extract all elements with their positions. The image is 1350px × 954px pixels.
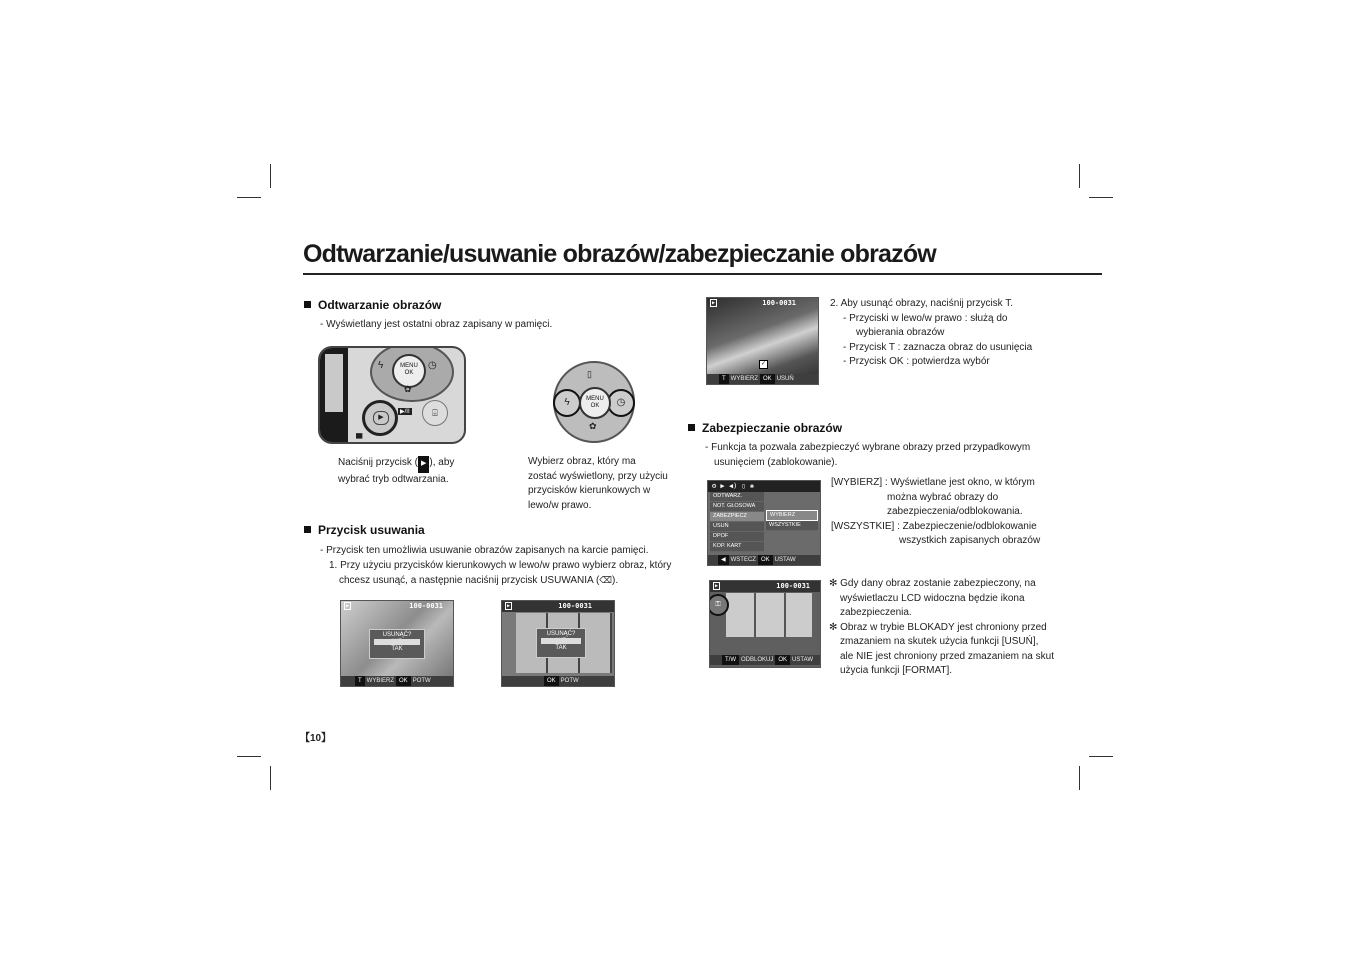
- menu-item-copy-card[interactable]: KOP. KART: [710, 542, 764, 552]
- face-detect-button[interactable]: ⌹: [422, 400, 448, 426]
- protect-submenu: [766, 510, 818, 531]
- option-no[interactable]: NIE: [374, 639, 420, 645]
- option-yes[interactable]: TAK: [391, 646, 403, 652]
- lcd-bottom-bar: [502, 676, 614, 686]
- lcd-bottom-bar: [710, 655, 820, 665]
- camera-back-illustration: [318, 346, 466, 444]
- bar-delete: USUŃ: [776, 376, 794, 382]
- page-title: Odtwarzanie/usuwanie obrazów/zabezpieczanie obrazów: [303, 240, 936, 268]
- crop-mark: [237, 197, 261, 198]
- menu-item-playback[interactable]: ODTWARZ.: [710, 492, 764, 502]
- key-t: T: [355, 676, 365, 686]
- playback-heading: Odtwarzanie obrazów: [304, 298, 441, 312]
- left-button-highlight[interactable]: ϟ: [553, 389, 581, 417]
- playback-mode-icon: ▶: [715, 583, 719, 589]
- delete-question: USUNĄĆ?: [546, 631, 576, 637]
- crop-mark: [1079, 766, 1080, 790]
- lock-icon: ⚿: [709, 594, 729, 616]
- ok-label: OK: [590, 403, 600, 409]
- crop-mark: [1079, 164, 1080, 188]
- right-button-highlight[interactable]: ◷: [607, 389, 635, 417]
- crop-mark: [1089, 756, 1113, 757]
- playback-mode-icon: ▶: [712, 300, 716, 306]
- playback-mode-icon: ▶: [507, 603, 511, 609]
- option-no[interactable]: NIE: [541, 638, 581, 644]
- lcd-protect-menu: [707, 480, 821, 566]
- key-tw: T/W: [722, 655, 739, 665]
- thumbnail-grid: [726, 593, 812, 637]
- submenu-select[interactable]: WYBIERZ: [766, 510, 818, 521]
- timer-icon: ◷: [428, 360, 437, 371]
- lcd-select-images: [706, 297, 819, 385]
- crop-mark: [237, 756, 261, 757]
- menu-ok-button[interactable]: [579, 387, 611, 419]
- option-yes[interactable]: TAK: [555, 645, 567, 651]
- menu-label: MENU: [400, 363, 418, 369]
- crop-mark: [1089, 197, 1113, 198]
- macro-icon: ✿: [589, 421, 597, 431]
- file-number: 100-0031: [409, 602, 443, 610]
- page-number: 【10】: [300, 733, 332, 744]
- macro-icon: ✿: [404, 384, 412, 394]
- key-t: T: [719, 374, 729, 384]
- protect-options: [WYBIERZ] : Wyświetlane jest okno, w którym można wybrać obrazy do zabezpieczenia/odblokowania. [WSZYSTKIE] : Zabezpieczenie/odblokowanie wszystkich zapisanych obrazów: [831, 477, 1041, 546]
- playback-button-icon: ▶: [418, 456, 429, 473]
- menu-item-voice-memo[interactable]: NOT. GŁOSOWA: [710, 502, 764, 512]
- bar-unlock: ODBLOKUJ: [741, 657, 774, 663]
- menu-item-delete[interactable]: USUŃ: [710, 522, 764, 532]
- bar-select: WYBIERZ: [366, 678, 395, 684]
- key-ok: OK: [760, 374, 775, 384]
- lcd-delete-multi: [501, 600, 615, 687]
- submenu-all[interactable]: WSZYSTKIE: [766, 521, 818, 531]
- file-number: 100-0031: [558, 602, 592, 610]
- menu-item-dpof[interactable]: DPOF: [710, 532, 764, 542]
- bar-confirm: POTW: [412, 678, 431, 684]
- protect-description: - Funkcja ta pozwala zabezpieczyć wybrane obrazy przed przypadkowym usunięciem (zablokowanie).: [705, 442, 1031, 468]
- menu-tabs: ⚙ ▶ ◀) ▯ ❀: [708, 481, 820, 492]
- key-ok: OK: [758, 555, 773, 565]
- bar-set: USTAW: [792, 657, 814, 663]
- delete-step-2: 2. Aby usunąć obrazy, naciśnij przycisk T. - Przyciski w lewo/w prawo : służą do wybierania obrazów - Przycisk T : zaznacza obraz do usunięcia - Przycisk OK : potwierdza wybór: [830, 298, 1033, 367]
- delete-description: - Przycisk ten umożliwia usuwanie obrazów zapisanych na karcie pamięci. 1. Przy użyciu przycisków kierunkowych w lewo/w prawo wybierz obraz, który chcesz usunąć, a następnie naciśnij przycisk USUWANIA (⌫).: [320, 545, 672, 586]
- play-pause-label: ▶/II: [400, 409, 410, 415]
- select-caption: Wybierz obraz, który ma zostać wyświetlony, przy użyciu przycisków kierunkowych w lewo/w prawo.: [528, 456, 668, 511]
- checkbox-icon: ✓: [760, 361, 767, 367]
- playback-button[interactable]: ▶: [362, 400, 398, 436]
- crop-mark: [270, 164, 271, 188]
- delete-dialog: [536, 628, 586, 658]
- menu-item-protect[interactable]: ZABEZPIECZ: [710, 512, 764, 522]
- lcd-protect-lock: [709, 580, 821, 668]
- playback-note: - Wyświetlany jest ostatni obraz zapisany w pamięci.: [320, 319, 553, 330]
- playback-caption: Naciśnij przycisk ( ▶ ), aby wybrać tryb odtwarzania.: [338, 457, 455, 485]
- crop-mark: [270, 766, 271, 790]
- bar-select: WYBIERZ: [730, 376, 759, 382]
- key-ok: OK: [396, 676, 411, 686]
- ok-label: OK: [404, 370, 414, 376]
- menu-ok-button[interactable]: [392, 354, 426, 388]
- menu-label: MENU: [586, 396, 604, 402]
- protect-main-menu: [710, 492, 764, 552]
- trash-icon: ▄: [356, 428, 363, 438]
- key-ok: OK: [775, 655, 790, 665]
- title-rule: [303, 273, 1102, 275]
- key-ok: OK: [544, 676, 559, 686]
- bar-back: WSTECZ: [730, 557, 756, 563]
- protect-notes: ✻ Gdy dany obraz zostanie zabezpieczony, na wyświetlaczu LCD widoczna będzie ikona zabezpieczenia. ✻ Obraz w trybie BLOKADY jest chroniony przed zmazaniem na skutek użycia funkcji [USUŃ], ale NIE jest chroniony przed zmazaniem na skut użycia funkcji [FORMAT].: [829, 578, 1054, 676]
- flash-icon: ϟ: [378, 360, 384, 371]
- file-number: 100-0031: [776, 582, 810, 590]
- lcd-delete-single: [340, 600, 454, 687]
- display-icon: ▯: [587, 369, 592, 379]
- delete-dialog: [369, 629, 425, 659]
- delete-heading: Przycisk usuwania: [304, 523, 425, 537]
- file-number: 100-0031: [762, 299, 796, 307]
- lcd-bottom-bar: [707, 374, 818, 384]
- playback-mode-icon: ▶: [346, 603, 350, 609]
- lcd-bottom-bar: [341, 676, 453, 686]
- delete-button-icon: ⌫: [599, 575, 613, 585]
- bar-confirm: POTW: [560, 678, 579, 684]
- lcd-bottom-bar: ◀ WSTECZ OK USTAW: [708, 555, 820, 565]
- dial-illustration: [553, 361, 635, 443]
- protect-heading: Zabezpieczanie obrazów: [688, 421, 842, 435]
- bar-set: USTAW: [774, 557, 796, 563]
- delete-question: USUNĄĆ?: [382, 632, 412, 638]
